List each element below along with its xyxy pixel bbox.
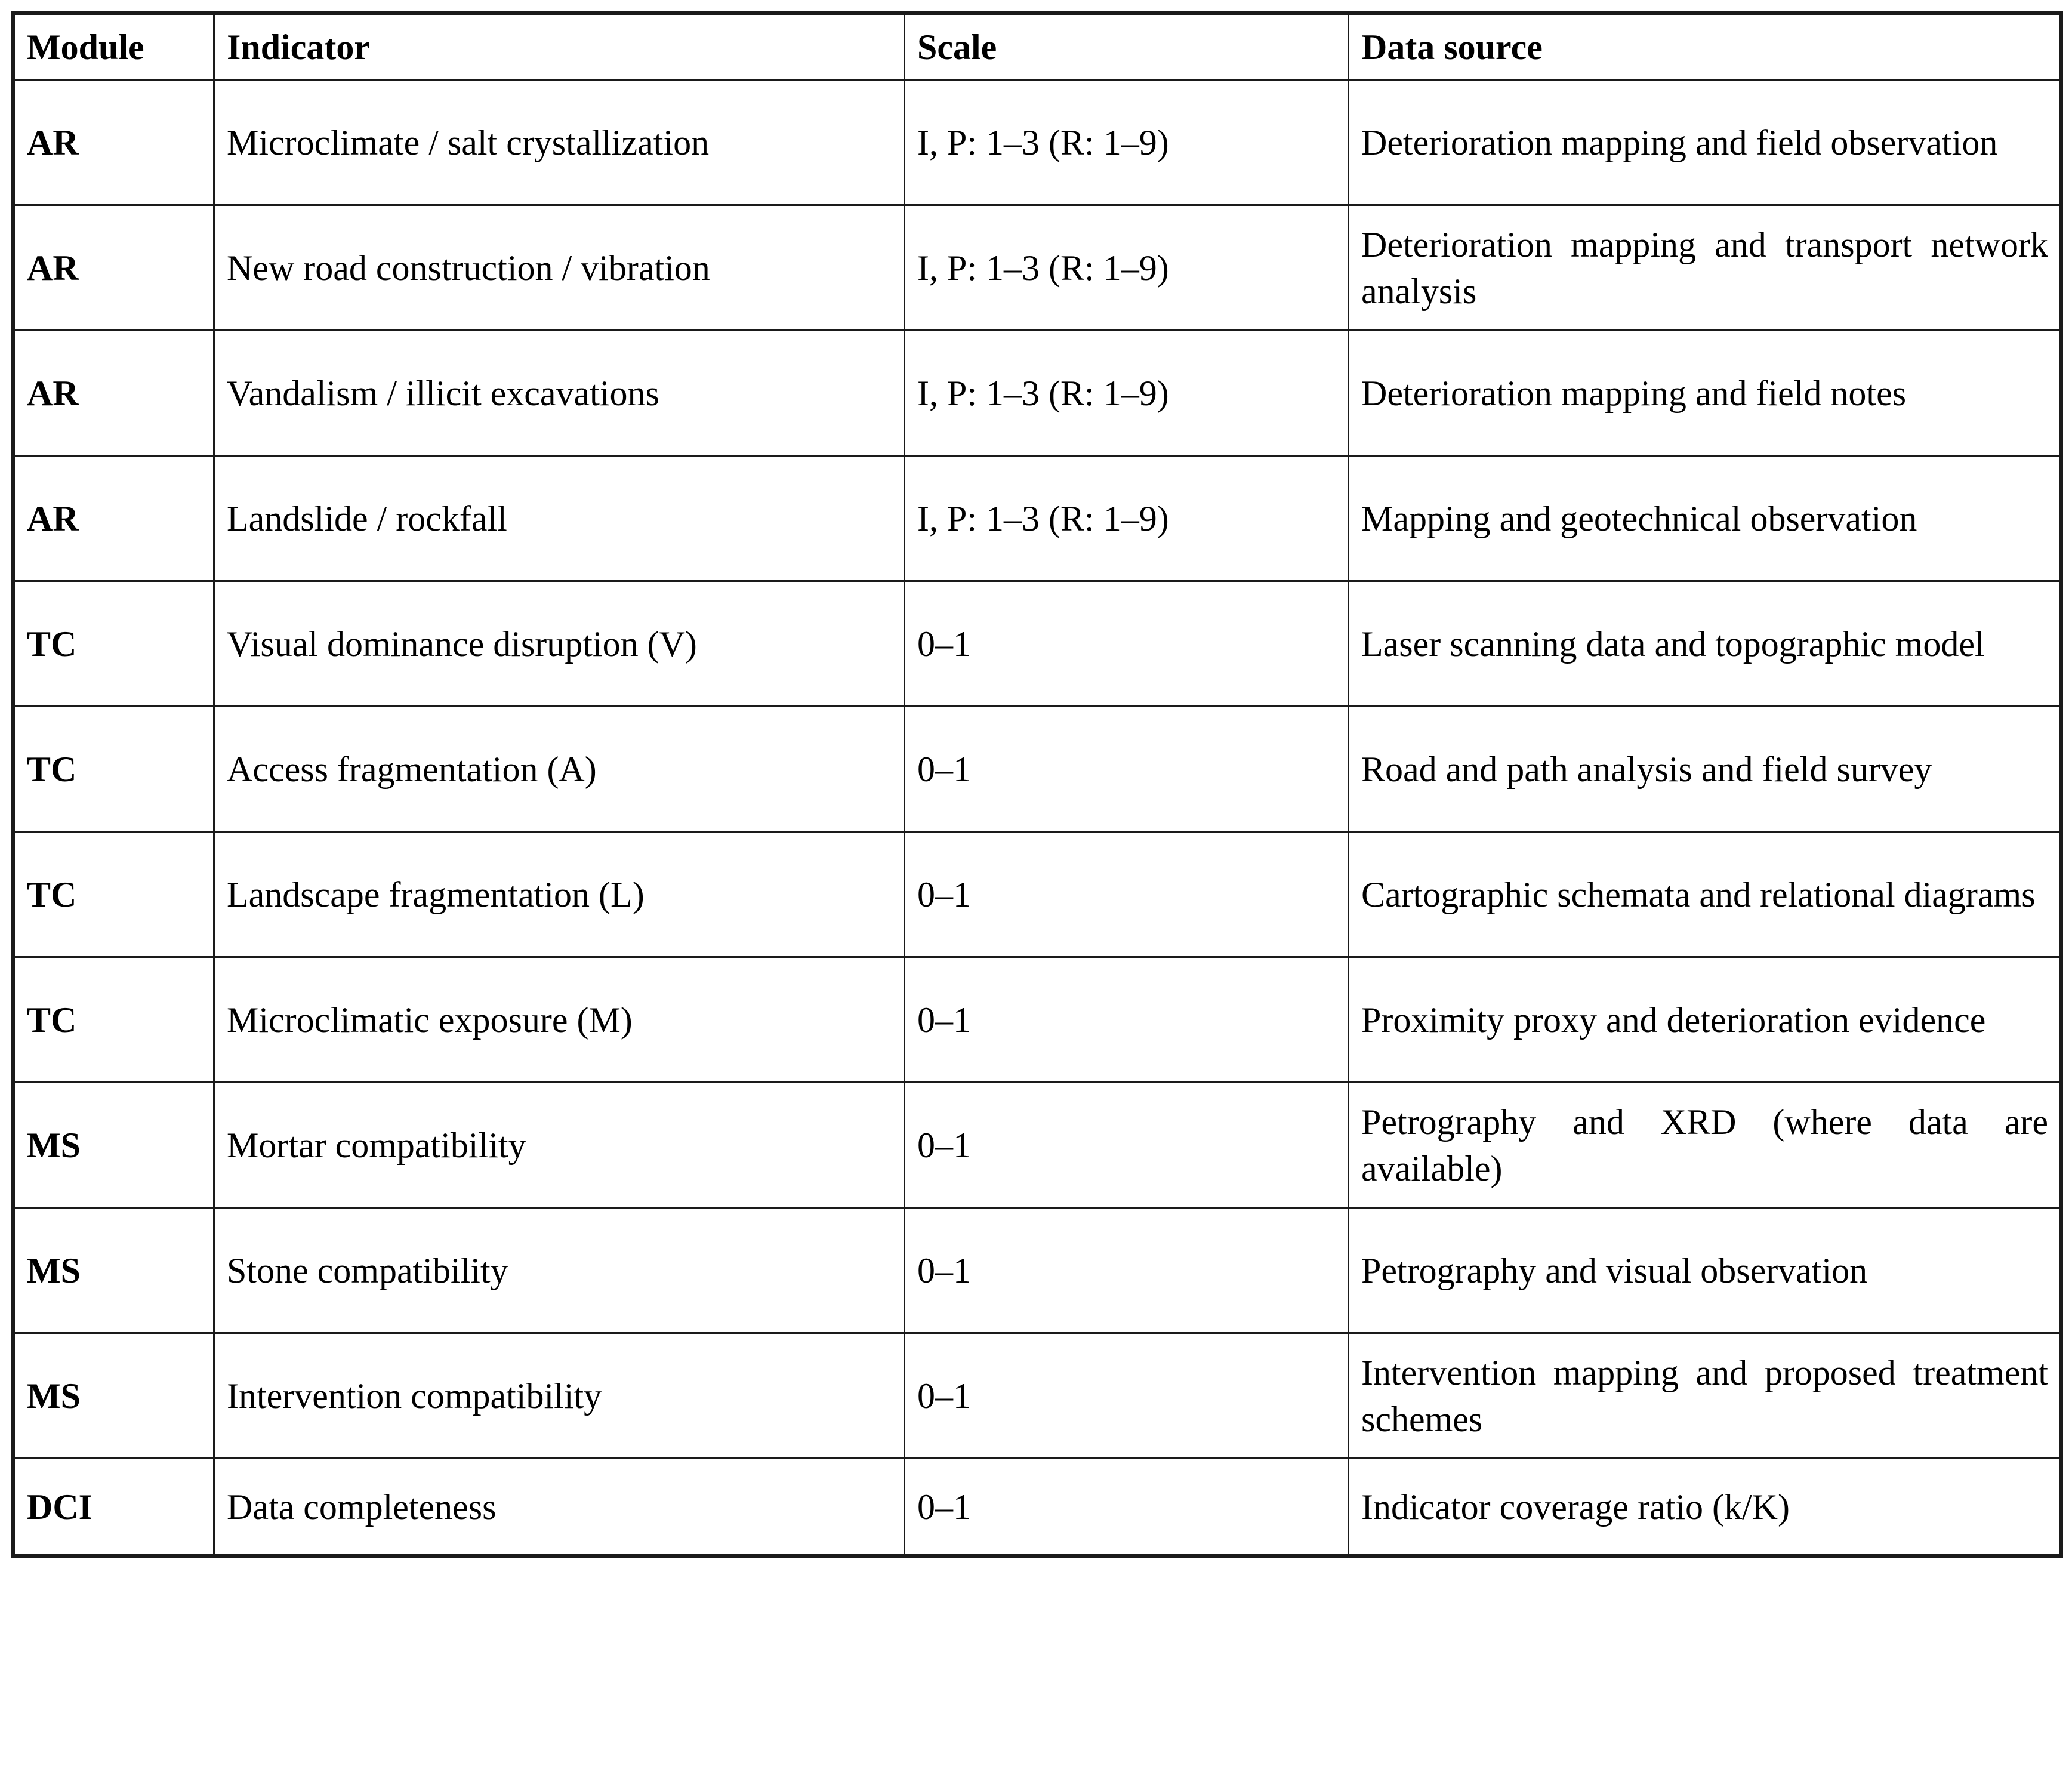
cell-indicator: Visual dominance disruption (V): [214, 581, 905, 707]
cell-scale: 0–1: [905, 1083, 1349, 1208]
cell-module: MS: [13, 1208, 214, 1333]
cell-scale: 0–1: [905, 1208, 1349, 1333]
cell-source: Proximity proxy and deterioration evidence: [1349, 957, 2061, 1083]
table-row: [13, 80, 2061, 205]
cell-scale: I, P: 1–3 (R: 1–9): [905, 205, 1349, 331]
cell-module: TC: [13, 957, 214, 1083]
cell-scale: 0–1: [905, 707, 1349, 832]
table-row: [13, 957, 2061, 1083]
cell-module: TC: [13, 581, 214, 707]
cell-module: AR: [13, 331, 214, 456]
cell-indicator: New road construction / vibration: [214, 205, 905, 331]
cell-scale: 0–1: [905, 1333, 1349, 1459]
cell-indicator: Landscape fragmentation (L): [214, 832, 905, 957]
cell-indicator: Microclimatic exposure (M): [214, 957, 905, 1083]
cell-scale: 0–1: [905, 832, 1349, 957]
cell-module: AR: [13, 80, 214, 205]
cell-scale: I, P: 1–3 (R: 1–9): [905, 80, 1349, 205]
cell-module: TC: [13, 707, 214, 832]
cell-indicator: Data completeness: [214, 1459, 905, 1557]
cell-source: Deterioration mapping and field notes: [1349, 331, 2061, 456]
cell-indicator: Vandalism / illicit excavations: [214, 331, 905, 456]
cell-indicator: Stone compatibility: [214, 1208, 905, 1333]
table-row: [13, 331, 2061, 456]
column-header-scale: Scale: [905, 13, 1349, 80]
cell-indicator: Access fragmentation (A): [214, 707, 905, 832]
cell-source: Laser scanning data and topographic model: [1349, 581, 2061, 707]
cell-scale: I, P: 1–3 (R: 1–9): [905, 331, 1349, 456]
table-row: [13, 1083, 2061, 1208]
cell-module: DCI: [13, 1459, 214, 1557]
table-body: [13, 80, 2061, 1557]
table-row: [13, 707, 2061, 832]
cell-source: Mapping and geotechnical observation: [1349, 456, 2061, 581]
table-header: [13, 13, 2061, 80]
table-header-row: [13, 13, 2061, 80]
cell-indicator: Mortar compatibility: [214, 1083, 905, 1208]
cell-scale: 0–1: [905, 1459, 1349, 1557]
column-header-indicator: Indicator: [214, 13, 905, 80]
cell-module: TC: [13, 832, 214, 957]
cell-source: Petrography and visual observation: [1349, 1208, 2061, 1333]
cell-source: Petrography and XRD (where data are available): [1349, 1083, 2061, 1208]
cell-source: Deterioration mapping and field observation: [1349, 80, 2061, 205]
column-header-source: Data source: [1349, 13, 2061, 80]
cell-module: AR: [13, 456, 214, 581]
cell-module: AR: [13, 205, 214, 331]
table-row: [13, 581, 2061, 707]
cell-source: Cartographic schemata and relational diagrams: [1349, 832, 2061, 957]
indicator-table: [11, 11, 2063, 1558]
cell-source: Road and path analysis and field survey: [1349, 707, 2061, 832]
table-row: [13, 1333, 2061, 1459]
table-row: [13, 1459, 2061, 1557]
cell-indicator: Intervention compatibility: [214, 1333, 905, 1459]
cell-module: MS: [13, 1083, 214, 1208]
cell-scale: 0–1: [905, 581, 1349, 707]
cell-module: MS: [13, 1333, 214, 1459]
cell-source: Intervention mapping and proposed treatment schemes: [1349, 1333, 2061, 1459]
table-row: [13, 832, 2061, 957]
cell-indicator: Landslide / rockfall: [214, 456, 905, 581]
table-row: [13, 205, 2061, 331]
table-row: [13, 456, 2061, 581]
cell-scale: I, P: 1–3 (R: 1–9): [905, 456, 1349, 581]
table-row: [13, 1208, 2061, 1333]
cell-indicator: Microclimate / salt crystallization: [214, 80, 905, 205]
cell-source: Indicator coverage ratio (k/K): [1349, 1459, 2061, 1557]
cell-source: Deterioration mapping and transport network analysis: [1349, 205, 2061, 331]
cell-scale: 0–1: [905, 957, 1349, 1083]
column-header-module: Module: [13, 13, 214, 80]
